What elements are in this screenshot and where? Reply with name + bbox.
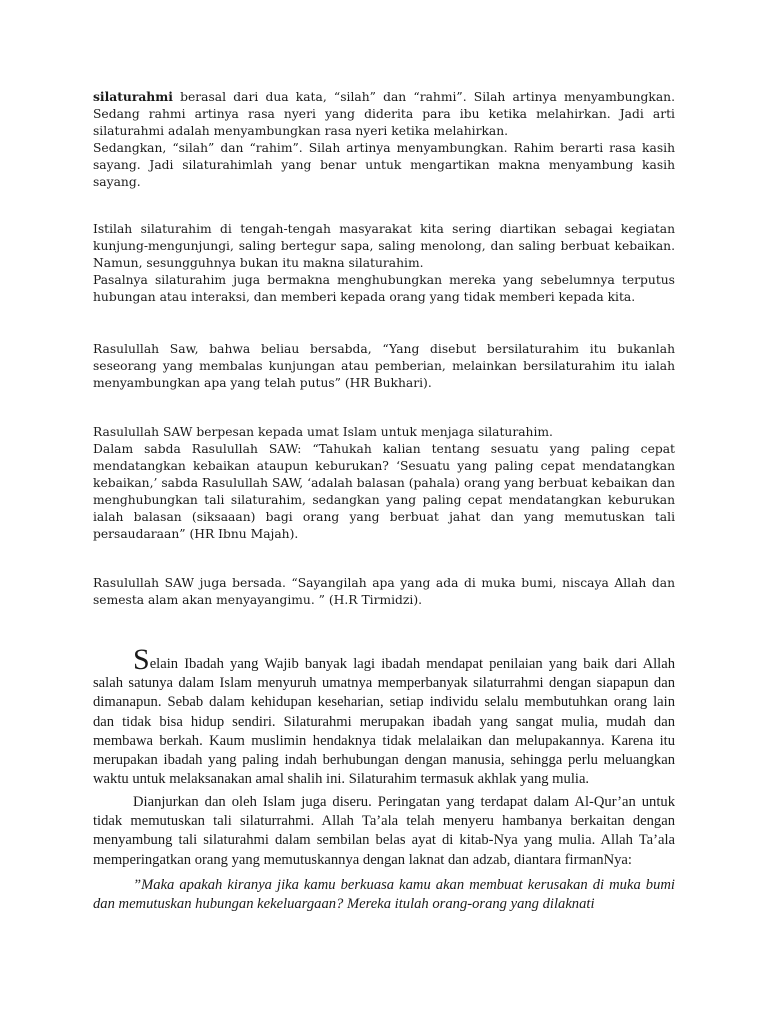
paragraph-definition xyxy=(93,88,675,140)
paragraph-dianjurkan: Dianjurkan dan oleh Islam juga diseru. Peringatan yang terdapat dalam Al-Qur’an untuk tidak memutuskan tali silaturrahmi. Allah Ta’ala telah menyeru hambanya berkaitan dengan menyambung tali silaturahmi dalam sembilan belas ayat di kitab-Nya yang mulia. Allah Ta’ala memperingatkan orang yang memutuskannya dengan laknat dan adzab, diantara firmanNya: xyxy=(93,794,675,868)
paragraph-quran-quote: ”Maka apakah kiranya jika kamu berkuasa kamu akan membuat kerusakan di muka bumi dan memutuskan hubungan kekeluargaan? Mereka itulah orang-orang yang dilaknati xyxy=(93,877,675,913)
drop-cap: S xyxy=(133,643,150,676)
paragraph-pasalnya: Pasalnya silaturahim juga bermakna menghubungkan mereka yang sebelumnya terputus hubungan atau interaksi, dan memberi kepada orang yang tidak memberi kepada kita. xyxy=(93,273,675,305)
paragraph-silah-rahim: Sedangkan, “silah” dan “rahim”. Silah artinya menyambungkan. Rahim berarti rasa kasih sayang. Jadi silaturahimlah yang benar untuk mengartikan makna menyambung kasih sayang. xyxy=(93,141,675,190)
term-silaturahmi: silaturahmi xyxy=(93,89,173,104)
paragraph-pesan: Rasulullah SAW berpesan kepada umat Islam untuk menjaga silaturahim. xyxy=(93,425,553,439)
paragraph-selain-ibadah xyxy=(93,643,675,789)
paragraph-istilah: Istilah silaturahim di tengah-tengah masyarakat kita sering diartikan sebagai kegiatan kunjung-mengunjungi, saling bertegur sapa, saling menolong, dan saling berbuat kebaikan. Namun, sesungguhnya bukan itu makna silaturahim. xyxy=(93,222,675,271)
paragraph-hadith-ibnu-majah: Dalam sabda Rasulullah SAW: “Tahukah kalian tentang sesuatu yang paling cepat mendatangkan kebaikan ataupun keburukan? ‘Sesuatu yang paling cepat mendatangkan kebaikan,’ sabda Rasulullah SAW, ‘adalah balasan (pahala) orang yang berbuat kebaikan dan menghubungkan tali silaturahim, sedangkan yang paling cepat mendatangkan keburukan ialah balasan (siksaaan) bagi orang yang berbuat jahat dan yang memutuskan tali persaudaraan” (HR Ibnu Majah). xyxy=(93,442,675,542)
paragraph-selain-ibadah-text: elain Ibadah yang Wajib banyak lagi ibadah mendapat penilaian yang baik dari Allah salah satunya dalam Islam menyuruh umatnya memperbanyak silaturrahmi dengan siapapun dan dimanapun. Sebab dalam kehidupan keseharian, setiap individu selalu membutuhkan orang lain dan tidak bisa hidup sendiri. Silaturahmi merupakan ibadah yang sangat mulia, mudah dan membawa berkah. Kaum muslimin hendaknya tidak melalaikan dan melupakannya. Karena itu merupakan ibadah yang paling indah berhubungan dengan manusia, sehingga perlu meluangkan waktu untuk melaksanakan amal shalih ini. Silaturahim termasuk akhlak yang mulia. xyxy=(93,656,675,788)
paragraph-hadith-bukhari: Rasulullah Saw, bahwa beliau bersabda, “Yang disebut bersilaturahim itu bukanlah seseorang yang membalas kunjungan atau pemberian, melainkan bersilaturahim itu ialah menyambungkan apa yang telah putus” (HR Bukhari). xyxy=(93,342,675,391)
paragraph-definition-text: berasal dari dua kata, “silah” dan “rahmi”. Silah artinya menyambungkan. Sedang rahmi artinya rasa nyeri yang diderita para ibu ketika melahirkan. Jadi arti silaturahmi adalah menyambungkan rasa nyeri ketika melahirkan. xyxy=(93,90,675,139)
paragraph-hadith-tirmidzi: Rasulullah SAW juga bersada. “Sayangilah apa yang ada di muka bumi, niscaya Allah dan semesta alam akan menyayangimu. ” (H.R Tirmidzi). xyxy=(93,576,675,608)
